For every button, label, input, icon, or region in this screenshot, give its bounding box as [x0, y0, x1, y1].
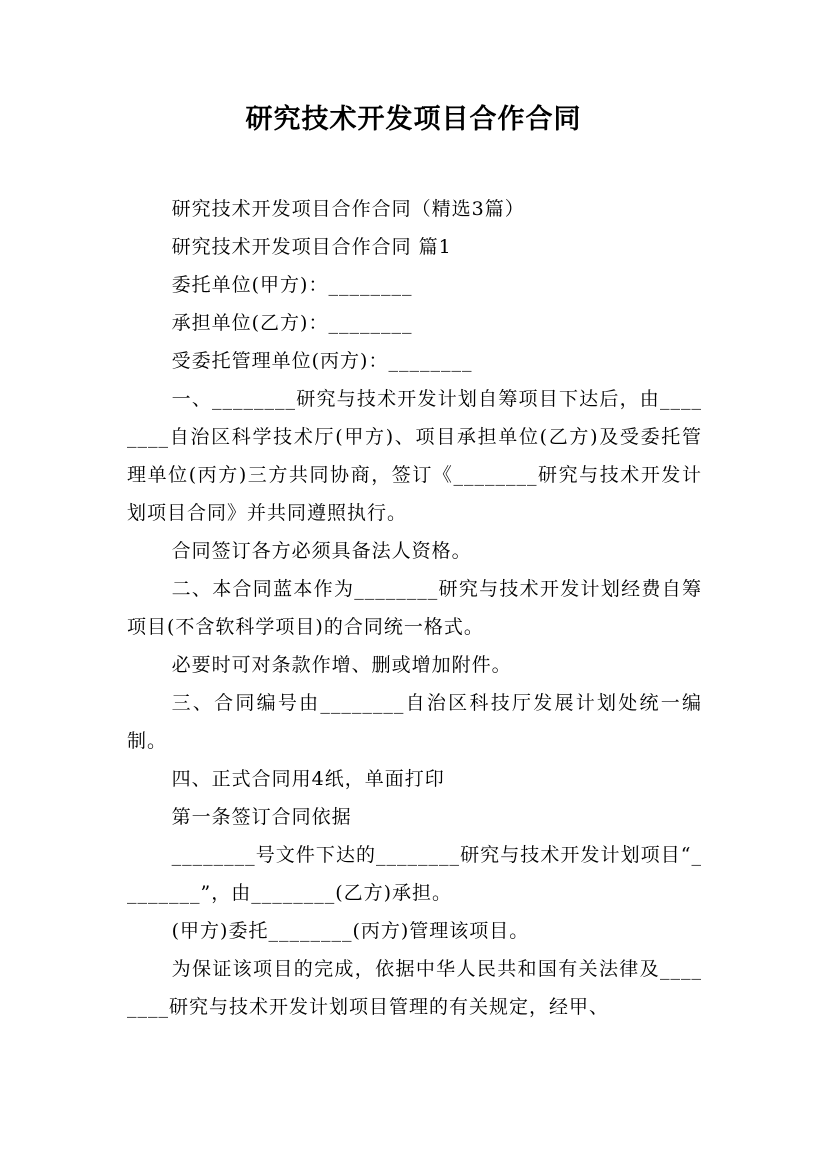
paragraph-legal-status: 合同签订各方必须具备法人资格。 [171, 540, 472, 562]
paragraph-subtitle: 研究技术开发项目合作合同（精选3篇） [171, 198, 525, 220]
paragraph-amendments: 必要时可对条款作增、删或增加附件。 [171, 654, 512, 676]
paragraph-clause-1: 一、________研究与技术开发计划自筹项目下达后，由________自治区科学技术厅(甲方)、项目承担单位(乙方)及受委托管理单位(丙方)三方共同协商，签订《________研究与技术开发计划项目合同》并共同遵照执行。 [127, 388, 702, 524]
paragraph-article-1-basis: ________号文件下达的________研究与技术开发计划项目“________”，由________(乙方)承担。 [127, 844, 702, 904]
paragraph-article-1-heading: 第一条签订合同依据 [171, 806, 352, 828]
paragraph-party-c: 受委托管理单位(丙方)：________ [171, 350, 473, 372]
paragraph-article-1-delegation: (甲方)委托________(丙方)管理该项目。 [171, 920, 530, 942]
paragraph-clause-2: 二、本合同蓝本作为________研究与技术开发计划经费自筹项目(不含软科学项目)的合同统一格式。 [127, 578, 702, 638]
document-body [127, 190, 702, 1026]
paragraph-clause-3: 三、合同编号由________自治区科技厅发展计划处统一编制。 [127, 692, 702, 752]
paragraph-party-a: 委托单位(甲方)：________ [171, 274, 413, 296]
paragraph-party-b: 承担单位(乙方)：________ [171, 312, 413, 334]
paragraph-section-heading: 研究技术开发项目合作合同 篇1 [171, 236, 452, 258]
paragraph-article-1-purpose: 为保证该项目的完成，依据中华人民共和国有关法律及________研究与技术开发计划项目管理的有关规定，经甲、 [127, 958, 702, 1018]
paragraph-clause-4: 四、正式合同用4纸，单面打印 [171, 768, 445, 790]
document-title: 研究技术开发项目合作合同 [245, 104, 582, 135]
